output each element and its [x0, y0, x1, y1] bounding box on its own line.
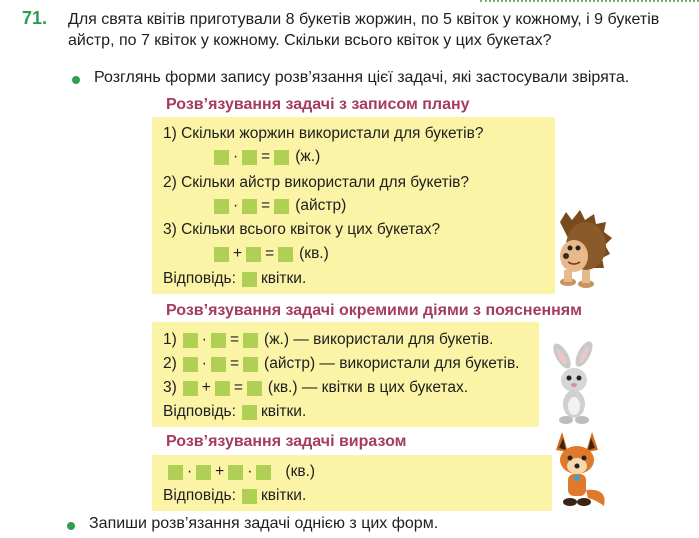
- bullet-icon: [67, 522, 75, 530]
- blank-box[interactable]: [246, 247, 261, 262]
- blank-box[interactable]: [274, 150, 289, 165]
- blank-box[interactable]: [183, 357, 198, 372]
- plan-question-2: 2) Скільки айстр використали для букетів?: [163, 174, 470, 191]
- plan-question-1: 1) Скільки жоржин використали для букетів?: [163, 125, 484, 142]
- blank-box[interactable]: [243, 333, 258, 348]
- blank-box[interactable]: [215, 381, 230, 396]
- bullet-icon: [72, 76, 80, 84]
- instruction-text: Розглянь форми запису розв’язання цієї задачі, які застосували звірята.: [94, 69, 630, 86]
- rabbit-illustration: [550, 344, 598, 426]
- blank-box[interactable]: [247, 381, 262, 396]
- blank-box[interactable]: [242, 272, 257, 287]
- blank-box[interactable]: [214, 150, 229, 165]
- blank-box[interactable]: [168, 465, 183, 480]
- task-text: Для свята квітів приготували 8 букетів жоржин, по 5 квіток у кожному, і 9 букетів айстр, по 7 квіток у кожному. Скільки всього квіток у цих букетах?: [68, 11, 660, 49]
- blank-box[interactable]: [214, 199, 229, 214]
- plan-question-3: 3) Скільки всього квіток у цих букетах?: [163, 221, 441, 238]
- blank-box[interactable]: [214, 247, 229, 262]
- blank-box[interactable]: [183, 333, 198, 348]
- blank-box[interactable]: [242, 150, 257, 165]
- final-instruction: Запиши розв’язання задачі однією з цих форм.: [89, 515, 439, 532]
- page-top-border: [480, 0, 699, 6]
- hedgehog-illustration: [550, 212, 612, 290]
- plan-answer: Відповідь: квітки.: [163, 270, 307, 287]
- section3-heading: Розв’язування задачі виразом: [166, 433, 407, 450]
- expression-row: · + · (кв.): [168, 462, 315, 482]
- action-step-2: 2) · = (айстр) — використали для букетів.: [163, 355, 520, 372]
- blank-box[interactable]: [211, 357, 226, 372]
- task-number: 71.: [22, 8, 48, 28]
- action-step-3: 3) + = (кв.) — квітки в цих букетах.: [163, 379, 469, 396]
- blank-box[interactable]: [274, 199, 289, 214]
- expression-answer: Відповідь: квітки.: [163, 487, 307, 504]
- plan-expression-1: · = (ж.): [214, 147, 320, 167]
- blank-box[interactable]: [242, 489, 257, 504]
- action-answer: Відповідь: квітки.: [163, 403, 307, 420]
- blank-box[interactable]: [196, 465, 211, 480]
- section2-heading: Розв’язування задачі окремими діями з поясненням: [166, 302, 582, 319]
- blank-box[interactable]: [242, 199, 257, 214]
- blank-box[interactable]: [228, 465, 243, 480]
- plan-expression-2: · = (айстр): [214, 196, 346, 216]
- blank-box[interactable]: [183, 381, 198, 396]
- blank-box[interactable]: [242, 405, 257, 420]
- blank-box[interactable]: [278, 247, 293, 262]
- plan-expression-3: + = (кв.): [214, 244, 329, 264]
- fox-illustration: [548, 430, 610, 514]
- blank-box[interactable]: [211, 333, 226, 348]
- action-step-1: 1) · = (ж.) — використали для букетів.: [163, 331, 494, 348]
- section1-heading: Розв’язування задачі з записом плану: [166, 96, 470, 113]
- blank-box[interactable]: [256, 465, 271, 480]
- blank-box[interactable]: [243, 357, 258, 372]
